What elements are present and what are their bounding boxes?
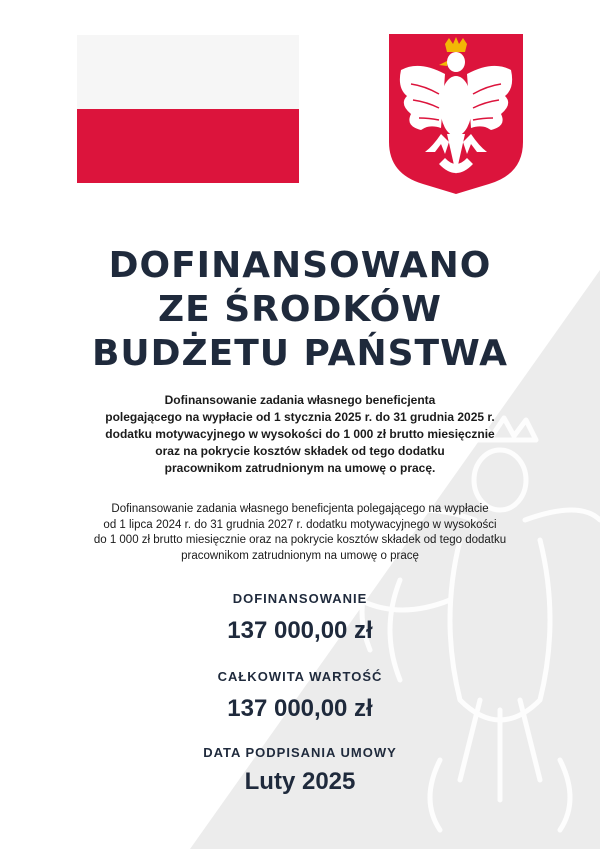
signing-date-value: Luty 2025 <box>244 768 356 795</box>
page-title <box>0 244 600 376</box>
title-line-2: ZE ŚRODKÓW <box>158 289 442 330</box>
funding-value: 137 000,00 zł <box>227 617 373 644</box>
description-bold <box>60 392 540 477</box>
description-normal-line: Dofinansowanie zadania własnego beneficjenta polegającego na wypłacie <box>111 503 489 515</box>
total-value-label: CAŁKOWITA WARTOŚĆ <box>217 669 383 684</box>
total-value-amount: 137 000,00 zł <box>227 695 373 722</box>
description-bold-line: pracownikom zatrudnionym na umowę o pracę. <box>164 461 436 475</box>
flag-red-stripe <box>77 109 299 183</box>
flag-white-stripe <box>77 35 299 109</box>
description-bold-line: dodatku motywacyjnego w wysokości do 1 000 zł brutto miesięcznie <box>105 427 495 441</box>
title-line-3: BUDŻETU PAŃSTWA <box>91 333 509 374</box>
description-normal-line: od 1 lipca 2024 r. do 31 grudnia 2027 r. dodatku motywacyjnego w wysokości <box>103 518 497 531</box>
title-line-1: DOFINANSOWANO <box>108 245 492 286</box>
description-normal-line: pracownikom zatrudnionym na umowę o pracę <box>181 549 419 562</box>
description-normal-line: do 1 000 zł brutto miesięcznie oraz na pokrycie kosztów składek od tego dodatku <box>93 534 507 546</box>
description-bold-line: polegającego na wypłacie od 1 stycznia 2025 r. do 31 grudnia 2025 r. <box>105 410 495 424</box>
signing-date-label: DATA PODPISANIA UMOWY <box>203 745 397 760</box>
description-normal <box>60 502 540 564</box>
description-bold-line: Dofinansowanie zadania własnego beneficjenta <box>164 393 436 407</box>
polish-flag <box>77 35 299 183</box>
polish-eagle-emblem <box>389 34 523 194</box>
funding-label: DOFINANSOWANIE <box>232 591 368 606</box>
description-bold-line: oraz na pokrycie kosztów składek od tego dodatku <box>155 444 445 458</box>
